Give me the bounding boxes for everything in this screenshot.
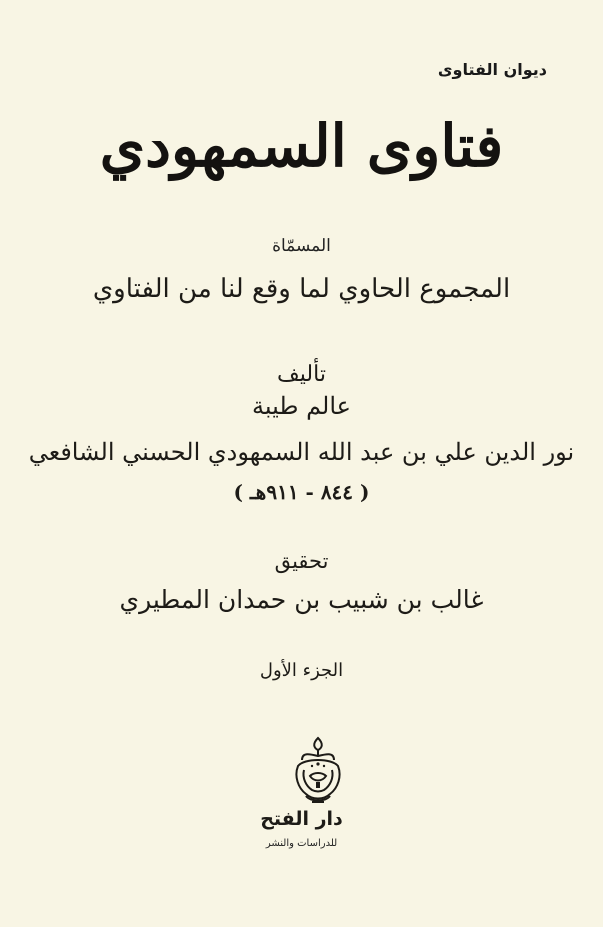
- author-name: نور الدين علي بن عبد الله السمهودي الحسني الشافعي: [28, 438, 575, 466]
- series-label: ديوان الفتاوى: [437, 60, 547, 79]
- author-epithet: عالم طيبة: [252, 392, 351, 420]
- editor-name: غالب بن شبيب بن حمدان المطيري: [119, 585, 484, 614]
- named-label: المسمّاة: [272, 236, 331, 256]
- publisher-tagline: للدراسات والنشر: [265, 838, 338, 849]
- author-label: تأليف: [277, 362, 326, 387]
- editor-label: تحقيق: [274, 549, 329, 573]
- author-dates: ( ٨٤٤ - ٩١١هـ ): [233, 480, 370, 504]
- book-subtitle: المجموع الحاوي لما وقع لنا من الفتاوي: [92, 274, 511, 304]
- publisher-name: دار الفتح: [260, 808, 343, 830]
- book-title: فتاوى السمهودي: [99, 112, 504, 180]
- publisher-emblem-icon: [292, 736, 344, 806]
- volume-label: الجزء الأول: [259, 660, 344, 681]
